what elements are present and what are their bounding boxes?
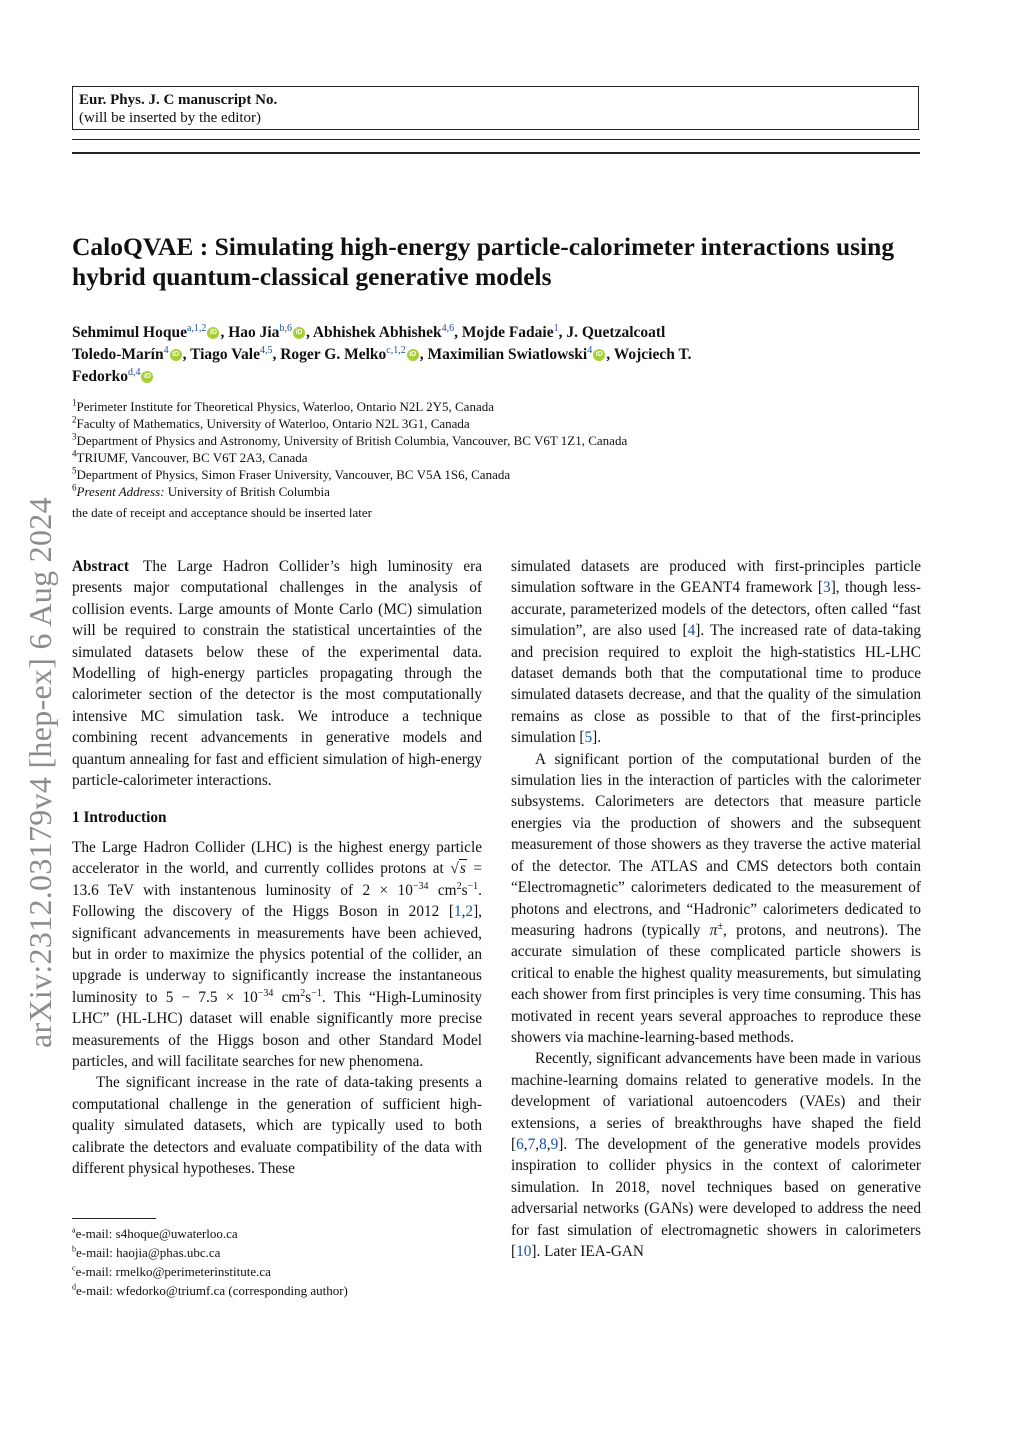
citation-link[interactable]: 4 bbox=[687, 622, 696, 640]
header-rule-thick bbox=[72, 152, 920, 154]
footnote-item: $^d$e-mail: wfedorko@triumf.ca (corresponding author) bbox=[72, 1282, 348, 1298]
abstract-label: Abstract bbox=[72, 558, 129, 575]
arxiv-stamp[interactable]: arXiv:2312.03179v4 [hep-ex] 6 Aug 2024 bbox=[22, 497, 58, 1048]
author-sup[interactable]: d,4 bbox=[127, 366, 141, 378]
author-name: Maximilian Swiatlowski bbox=[427, 346, 588, 363]
citation-link[interactable]: 8 bbox=[539, 1135, 547, 1153]
author-name: J. Quetzalcoatl Toledo-Marín bbox=[72, 324, 666, 363]
affiliation-item: $^4$TRIUMF, Vancouver, BC V6T 2A3, Canada bbox=[72, 448, 308, 465]
author-sup[interactable]: a,1,2 bbox=[186, 322, 207, 334]
author-name: Abhishek Abhishek bbox=[312, 324, 442, 341]
dates-note: the date of receipt and acceptance should be inserted later bbox=[72, 505, 372, 520]
right-column bbox=[511, 556, 921, 1262]
citation-link[interactable]: 6 bbox=[516, 1135, 524, 1153]
affiliation-list bbox=[72, 398, 832, 500]
affiliation-item: $^2$Faculty of Mathematics, University of Waterloo, Ontario N2L 3G1, Canada bbox=[72, 414, 470, 431]
footnote-rule bbox=[72, 1218, 156, 1219]
citation-link[interactable]: 2 bbox=[465, 903, 474, 921]
author-sup[interactable]: 4,5 bbox=[259, 344, 273, 356]
journal-name: Eur. Phys. J. C manuscript No. bbox=[79, 92, 278, 108]
author-sup[interactable]: 4 bbox=[587, 344, 593, 356]
journal-header-box bbox=[72, 86, 919, 130]
author-sup[interactable]: b,6 bbox=[279, 322, 292, 334]
author-name: Mojde Fadaie bbox=[461, 324, 554, 341]
footnote-item: $^a$e-mail: s4hoque@uwaterloo.ca bbox=[72, 1225, 238, 1241]
author-list: Sehmimul Hoque$^{a,1,2}$ iD , Hao Jia$^{b,6}$ iD , Abhishek Abhishek$^{4,6}$, Mojde Fadaie$^1$, J. Quetzalcoatl Toledo-Marín$^4$ iD , Tiago Vale$^{4,5}$, Roger G. Melko$^{c,1,2}$ iD , Maximilian Swiatlowski$^4$ iD , Wojciech T. Fedorko$^{d,4}$ iD bbox=[72, 322, 692, 385]
intro-paragraph-2: The significant increase in the rate of data-taking presents a computational challenge in the generation of sufficient high-quality simulated datasets, which are typically used to both calibrate the detectors and evaluate compatibility of the data with different physical hypotheses. These bbox=[72, 1074, 482, 1177]
orcid-icon[interactable]: iD bbox=[141, 371, 153, 383]
author-name: Roger G. Melko bbox=[280, 346, 387, 363]
author-name: Hao Jia bbox=[228, 324, 280, 341]
abstract-text: The Large Hadron Collider’s high luminosity era presents major computational challenges in the analysis of collision events. Large amounts of Monte Carlo (MC) simulation will be required to constrain the statistical uncertainties of the simulated datasets below these of the experimental data. Modelling of high-energy particles propagating through the calorimeter section of the detector is the most computationally intensive MC simulation task. We introduce a technique combining recent advancements in generative models and quantum annealing for fast and efficient simulation of high-energy particle-calorimeter interactions. bbox=[72, 558, 482, 790]
orcid-icon[interactable]: iD bbox=[293, 327, 305, 339]
footnote-item: $^c$e-mail: rmelko@perimeterinstitute.ca bbox=[72, 1263, 271, 1279]
editor-note: (will be inserted by the editor) bbox=[79, 110, 262, 126]
orcid-icon[interactable]: iD bbox=[593, 349, 605, 361]
intro-paragraph-1: The Large Hadron Collider (LHC) is the highest energy particle accelerator in the world, and currently collides protons at √s = 13.6 TeV with instantenous luminosity of $2 \times 10^{-34}$ $cm^2s^{-1}$. Following the discovery of the Higgs Boson in 2012 [1,2], significant advancements in measurements have been achieved, but in order to maximize the physics potential of the collider, an upgrade is underway to significantly increase the instantaneous luminosity to $5 - 7.5 \times 10^{-34}$ $cm^2s^{-1}$. This “High-Luminosity LHC” (HL-LHC) dataset will enable significantly more precise measurements of the Higgs boson and other Standard Model particles, and will facilitate searches for new phenomena. bbox=[72, 838, 482, 1070]
author-name: Sehmimul Hoque bbox=[72, 324, 187, 341]
author-name: Tiago Vale bbox=[190, 346, 260, 363]
orcid-icon[interactable]: iD bbox=[207, 327, 219, 339]
abstract bbox=[72, 556, 482, 791]
author-sup[interactable]: 4 bbox=[163, 344, 169, 356]
footnote-list bbox=[72, 1224, 348, 1300]
paper-title: CaloQVAE : Simulating high-energy particle-calorimeter interactions using hybrid quantum-classical generative models bbox=[72, 232, 895, 291]
affiliation-item: $^6$Present Address: University of British Columbia bbox=[72, 482, 330, 499]
affiliation-item: $^5$Department of Physics, Simon Fraser University, Vancouver, BC V5A 1S6, Canada bbox=[72, 465, 511, 482]
intro-paragraph-5: Recently, significant advancements have been made in various machine-learning domains related to generative models. In the development of variational autoencoders (VAEs) and their extensions, a series of breakthroughs have shaped the field [6,7,8,9]. The development of the generative models provides inspiration to collider physics in the context of calorimeter simulation. In 2018, novel techniques based on generative adversarial networks (GANs) were developed to address the need for fast simulation of electromagnetic showers in calorimeters [10]. Later IEA-GAN bbox=[511, 1050, 921, 1260]
citation-link[interactable]: 5 bbox=[584, 729, 593, 747]
header-rule-thin bbox=[72, 139, 920, 140]
author-sup[interactable]: 1 bbox=[553, 322, 559, 334]
section-heading: 1 Introduction bbox=[72, 809, 167, 827]
orcid-icon[interactable]: iD bbox=[170, 349, 182, 361]
citation-link[interactable]: 1 bbox=[453, 903, 462, 921]
affiliation-item: $^3$Department of Physics and Astronomy, University of British Columbia, Vancouver, BC V6T 1Z1, Canada bbox=[72, 431, 628, 448]
citation-link[interactable]: 9 bbox=[550, 1135, 559, 1153]
affiliation-item: $^1$Perimeter Institute for Theoretical Physics, Waterloo, Ontario N2L 2Y5, Canada bbox=[72, 397, 494, 414]
author-sup[interactable]: 4,6 bbox=[441, 322, 455, 334]
left-column bbox=[72, 556, 482, 1179]
author-sup[interactable]: c,1,2 bbox=[386, 344, 406, 356]
footnote-item: $^b$e-mail: haojia@phas.ubc.ca bbox=[72, 1244, 221, 1260]
intro-paragraph-3: simulated datasets are produced with first-principles particle simulation software in the GEANT4 framework [3], though less-accurate, parameterized models of the detectors, often called “fast simulation”, are also used [4]. The increased rate of data-taking and precision required to exploit the high-statistics HL-LHC dataset demands both that the computational time to produce simulated datasets decrease, and that the quality of the simulation remains as close as possible to that of the first-principles simulation [5]. bbox=[511, 558, 921, 747]
orcid-icon[interactable]: iD bbox=[407, 349, 419, 361]
intro-paragraph-4: A significant portion of the computational burden of the simulation lies in the interaction of particles with the calorimeter subsystems. Calorimeters are detectors that measure particle energies via the production of showers and the subsequent measurement of those showers as they traverse the active material of the detector. The ATLAS and CMS detectors both contain “Electromagnetic” calorimeters dedicated to the measurement of photons and electrons, and “Hadronic” calorimeters dedicated to measuring hadrons (typically π±, protons, and neutrons). The accurate simulation of these complicated particle showers is critical to enable the highest quality measurements, but simulating each shower from first principles is very time consuming. This has motivated in recent years several approaches to reproduce these showers via machine-learning-based methods. bbox=[511, 750, 921, 1046]
citation-link[interactable]: 10 bbox=[516, 1243, 532, 1260]
citation-link[interactable]: 3 bbox=[823, 579, 831, 597]
author-name: Wojciech T. Fedorko bbox=[72, 346, 692, 385]
citation-link[interactable]: 7 bbox=[527, 1135, 536, 1153]
